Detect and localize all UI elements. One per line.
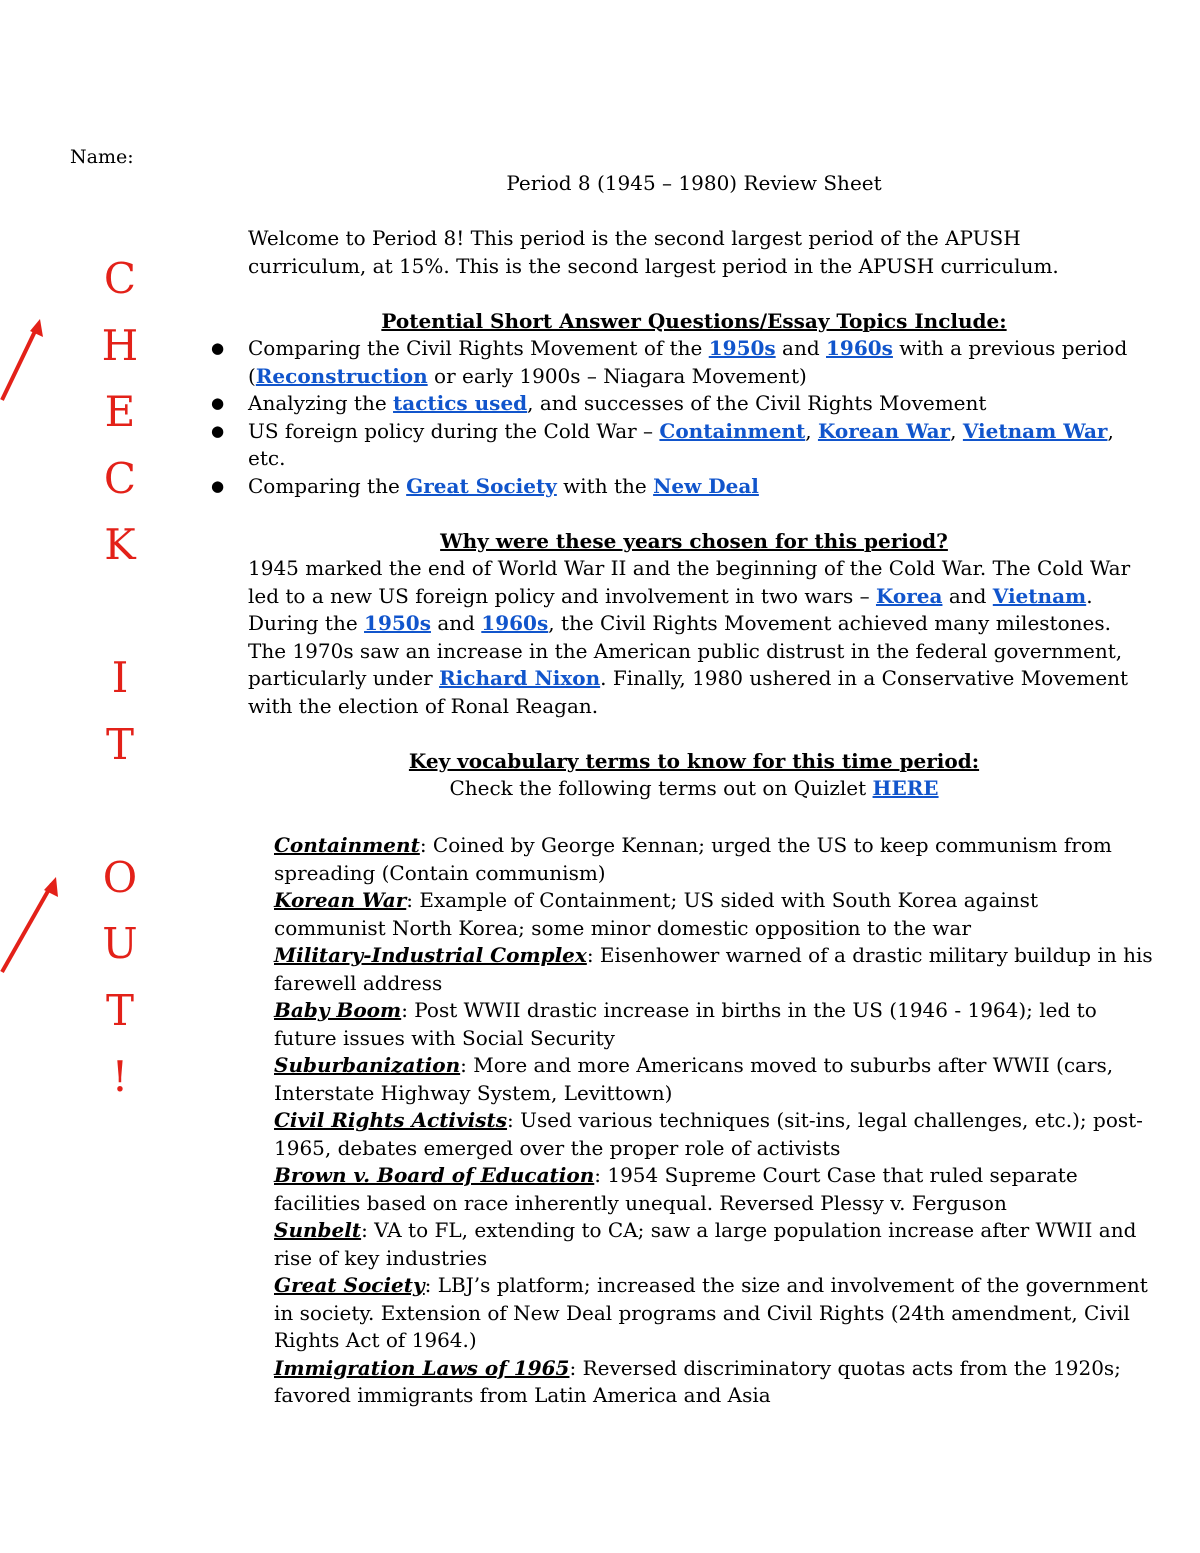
vocab-item <box>274 887 1154 942</box>
link-richard-nixon[interactable]: Richard Nixon <box>439 666 601 690</box>
arrow-icon <box>0 872 65 982</box>
list-item: ● Analyzing the tactics used, and successes of the Civil Rights Movement <box>178 390 1140 418</box>
link-korea[interactable]: Korea <box>875 583 943 608</box>
vocab-definition: : Reversed discriminatory quotas acts from the 1920s; favored immigrants from Latin America and Asia <box>274 1355 1121 1407</box>
topics-heading: Potential Short Answer Questions/Essay Topics Include: <box>381 308 1007 333</box>
quizlet-link[interactable]: HERE <box>872 776 939 800</box>
arrow-icon <box>0 315 50 405</box>
vocab-item <box>274 942 1154 997</box>
link-great-society[interactable]: Great Society <box>406 473 557 498</box>
vocab-term: Military-Industrial Complex <box>274 943 587 967</box>
vocab-term: Brown v. Board of Education <box>274 1163 595 1187</box>
banner-letter: C <box>103 254 137 303</box>
banner-letter: T <box>105 985 134 1035</box>
vocab-term: Immigration Laws of 1965 <box>274 1355 570 1380</box>
list-item: ● Comparing the Civil Rights Movement of the 1950s and 1960s with a previous period (Reconstruction or early 1900s – Niagara Movement) <box>178 335 1140 390</box>
vocab-definition: : Example of Containment; US sided with South Korea against communist North Korea; some minor domestic opposition to the war <box>274 888 1038 940</box>
vocab-item <box>274 1272 1154 1355</box>
banner-letter: I <box>111 653 129 702</box>
link-korean-war[interactable]: Korean War <box>817 418 951 443</box>
vocab-definition: : VA to FL, extending to CA; saw a large population increase after WWII and rise of key industries <box>274 1218 1137 1270</box>
topics-list <box>248 335 1140 500</box>
banner-letter: O <box>102 852 138 902</box>
vocab-definition: : 1954 Supreme Court Case that ruled separate facilities based on race inherently unequal. Reversed Plessy v. Ferguson <box>274 1163 1078 1215</box>
link-new-deal[interactable]: New Deal <box>653 473 759 498</box>
banner-spacer <box>95 579 145 646</box>
vocab-term: Suburbanization <box>274 1053 461 1077</box>
banner-letter: C <box>103 453 137 503</box>
vocab-term: Sunbelt <box>274 1218 362 1242</box>
link-reconstruction[interactable]: Reconstruction <box>255 363 428 388</box>
intro-paragraph: Welcome to Period 8! This period is the second largest period of the APUSH curriculum, at 15%. This is the second largest period in the APUSH curriculum. <box>248 226 1059 278</box>
vocab-item <box>274 997 1154 1052</box>
quizlet-line: Check the following terms out on Quizlet HERE <box>449 776 939 800</box>
vocab-heading: Key vocabulary terms to know for this time period: <box>408 748 980 773</box>
link-tactics-used[interactable]: tactics used <box>393 391 528 415</box>
vocab-item <box>274 1217 1154 1272</box>
link-1960s[interactable]: 1960s <box>826 336 893 360</box>
vocab-definition: : Coined by George Kennan; urged the US to keep communism from spreading (Contain communism) <box>274 833 1112 885</box>
banner-letter: E <box>104 387 136 436</box>
vocab-item <box>274 1355 1154 1410</box>
why-heading: Why were these years chosen for this period? <box>440 528 948 553</box>
vocab-term: Civil Rights Activists <box>274 1108 508 1132</box>
vocab-definition: : LBJ’s platform; increased the size and involvement of the government in society. Extension of New Deal programs and Civil Rights (24th amendment, Civil Rights Act of 1964.) <box>274 1273 1148 1352</box>
banner-letter: K <box>104 520 136 569</box>
name-label: Name: <box>70 146 134 168</box>
page-title: Period 8 (1945 – 1980) Review Sheet <box>506 171 882 195</box>
vocab-definition: : Post WWII drastic increase in births in the US (1946 - 1964); led to future issues with Social Security <box>274 998 1097 1050</box>
banner-letter: ! <box>111 1052 129 1101</box>
vocab-definition: : More and more Americans moved to suburbs after WWII (cars, Interstate Highway System, Levittown) <box>274 1053 1114 1105</box>
vocab-list <box>274 832 1154 1410</box>
link-1960s[interactable]: 1960s <box>481 611 549 635</box>
banner-letter: U <box>102 919 138 968</box>
list-item: ● Comparing the Great Society with the New Deal <box>178 473 1140 501</box>
link-1950s[interactable]: 1950s <box>364 611 431 635</box>
vocab-term: Great Society <box>274 1273 425 1297</box>
vocab-item <box>274 1162 1154 1217</box>
vocab-definition: : Eisenhower warned of a drastic military buildup in his farewell address <box>274 943 1153 995</box>
list-item: ● US foreign policy during the Cold War – Containment, Korean War, Vietnam War, etc. <box>178 418 1140 473</box>
vocab-term: Baby Boom <box>274 998 402 1022</box>
main-content <box>248 170 1140 803</box>
vocab-item <box>274 1107 1154 1162</box>
check-it-out-banner <box>95 246 145 1111</box>
banner-letter: H <box>101 320 139 370</box>
link-containment[interactable]: Containment <box>659 418 806 443</box>
banner-letter: T <box>105 719 134 769</box>
vocab-term: Korean War <box>274 888 407 912</box>
banner-spacer <box>95 778 145 845</box>
link-vietnam[interactable]: Vietnam <box>992 583 1087 608</box>
vocab-term: Containment <box>274 833 420 857</box>
why-paragraph: 1945 marked the end of World War II and the beginning of the Cold War. The Cold War led to a new US foreign policy and involvement in two wars – Korea and Vietnam. During the 1950s and 1960s, the Civil Rights Movement achieved many milestones. The 1970s saw an increase in the American public distrust in the federal government, particularly under Richard Nixon. Finally, 1980 ushered in a Conservative Movement with the election of Ronal Reagan. <box>248 556 1131 718</box>
link-1950s[interactable]: 1950s <box>708 336 776 360</box>
vocab-definition: : Used various techniques (sit-ins, legal challenges, etc.); post-1965, debates emerged over the proper role of activists <box>274 1108 1143 1160</box>
link-vietnam-war[interactable]: Vietnam War <box>962 418 1108 443</box>
vocab-item <box>274 832 1154 887</box>
vocab-item <box>274 1052 1154 1107</box>
